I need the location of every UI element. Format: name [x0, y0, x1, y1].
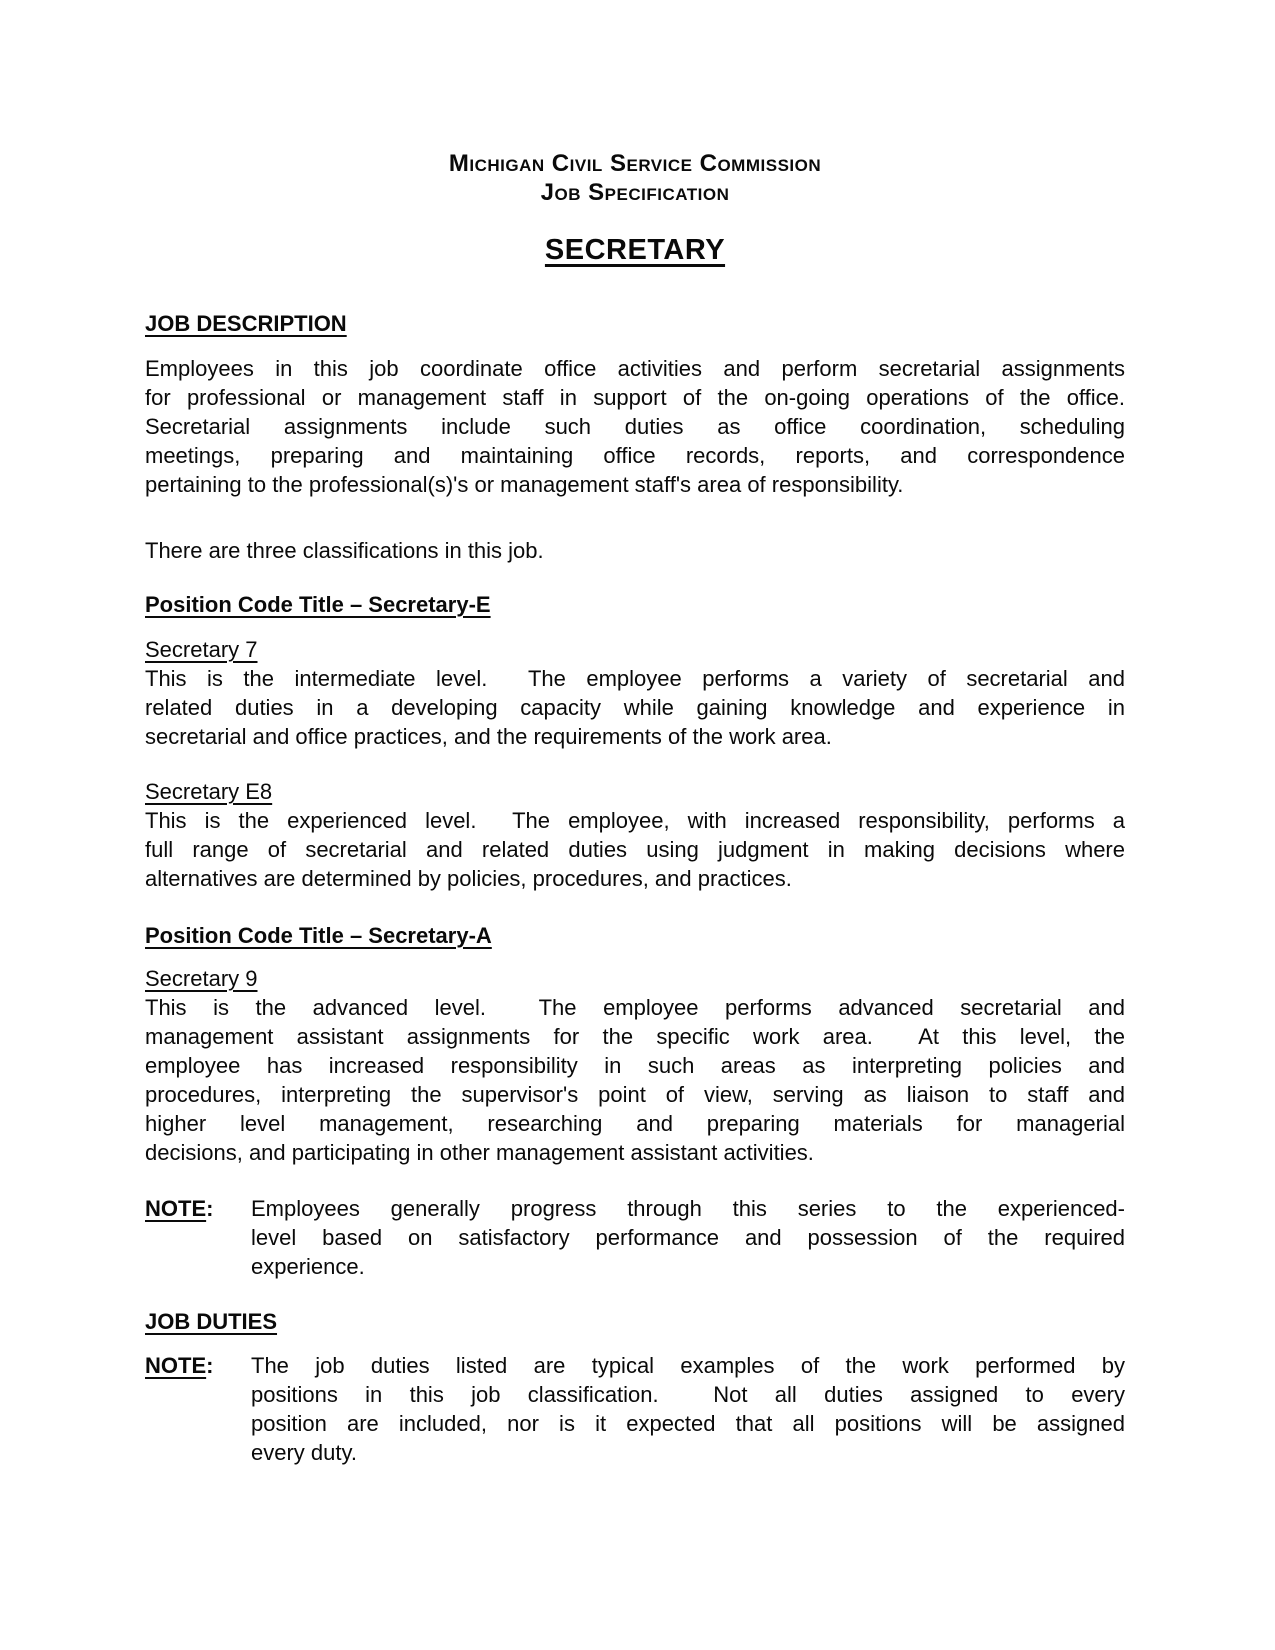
job-duties-note-label	[145, 1351, 213, 1380]
position-code-title-e-row	[145, 590, 1125, 619]
classifications-line: There are three classifications in this job.	[145, 538, 544, 563]
secretary-7-name-row	[145, 635, 1125, 664]
secretary-7-name: Secretary 7	[145, 637, 258, 662]
doc-type: Job Specification	[540, 179, 730, 206]
paragraph-line: secretarial and office practices, and the requirements of the work area.	[145, 724, 832, 749]
document-title-row	[145, 233, 1125, 267]
paragraph-line: management assistant assignments for the specific work area. At this level, the	[145, 1024, 1125, 1049]
series-note-label	[145, 1194, 213, 1223]
paragraph-line: Secretarial assignments include such duties as office coordination, scheduling	[145, 414, 1125, 439]
paragraph-line: related duties in a developing capacity while gaining knowledge and experience in	[145, 695, 1125, 720]
secretary-e8-name: Secretary E8	[145, 779, 273, 804]
paragraph-line: higher level management, researching and preparing materials for managerial	[145, 1111, 1125, 1136]
paragraph-line: level based on satisfactory performance and possession of the required	[251, 1225, 1125, 1250]
job-duties-note-label-text: NOTE	[145, 1353, 207, 1378]
org-name: Michigan Civil Service Commission	[448, 150, 822, 177]
position-code-title-a-row	[145, 921, 1125, 950]
job-description-heading: JOB DESCRIPTION	[145, 311, 347, 336]
paragraph-line: Employees generally progress through this series to the experienced-	[251, 1196, 1125, 1221]
document-header	[145, 149, 1125, 267]
paragraph-line: The job duties listed are typical examples of the work performed by	[251, 1353, 1125, 1378]
series-note-colon: :	[206, 1196, 214, 1221]
paragraph-line: every duty.	[251, 1440, 357, 1465]
paragraph-line: meetings, preparing and maintaining office records, reports, and correspondence	[145, 443, 1125, 468]
job-duties-note-colon: :	[206, 1353, 214, 1378]
position-code-title-e-heading: Position Code Title – Secretary-E	[145, 592, 491, 617]
secretary-9-name-row	[145, 964, 1125, 993]
paragraph-line: experience.	[251, 1254, 365, 1279]
paragraph-line: procedures, interpreting the supervisor's point of view, serving as liaison to staff and	[145, 1082, 1125, 1107]
job-duties-note-paragraph	[251, 1351, 1125, 1467]
paragraph-line: for professional or management staff in support of the on-going operations of the office.	[145, 385, 1125, 410]
series-note-paragraph	[251, 1194, 1125, 1281]
paragraph-line: full range of secretarial and related duties using judgment in making decisions where	[145, 837, 1125, 862]
series-note-label-text: NOTE	[145, 1196, 207, 1221]
secretary-e8-name-row	[145, 777, 1125, 806]
secretary-7-paragraph	[145, 664, 1125, 751]
job-duties-heading: JOB DUTIES	[145, 1309, 278, 1334]
paragraph-line: This is the experienced level. The employee, with increased responsibility, performs a	[145, 808, 1125, 833]
series-note	[145, 1194, 1125, 1281]
paragraph-line: pertaining to the professional(s)'s or management staff's area of responsibility.	[145, 472, 904, 497]
job-description-heading-row	[145, 309, 1125, 338]
paragraph-line: positions in this job classification. Not all duties assigned to every	[251, 1382, 1125, 1407]
paragraph-line: position are included, nor is it expected that all positions will be assigned	[251, 1411, 1125, 1436]
paragraph-line: This is the advanced level. The employee performs advanced secretarial and	[145, 995, 1125, 1020]
job-duties-note	[145, 1351, 1125, 1467]
secretary-9-name: Secretary 9	[145, 966, 258, 991]
paragraph-line: Employees in this job coordinate office activities and perform secretarial assignments	[145, 356, 1125, 381]
job-description-paragraph	[145, 354, 1125, 499]
secretary-e8-paragraph	[145, 806, 1125, 893]
paragraph-line: alternatives are determined by policies, procedures, and practices.	[145, 866, 792, 891]
document-title: SECRETARY	[544, 234, 726, 266]
paragraph-line: decisions, and participating in other management assistant activities.	[145, 1140, 814, 1165]
job-duties-heading-row	[145, 1307, 1125, 1336]
position-code-title-a-heading: Position Code Title – Secretary-A	[145, 923, 492, 948]
paragraph-line: This is the intermediate level. The employee performs a variety of secretarial and	[145, 666, 1125, 691]
paragraph-line: employee has increased responsibility in such areas as interpreting policies and	[145, 1053, 1125, 1078]
secretary-9-paragraph	[145, 993, 1125, 1167]
